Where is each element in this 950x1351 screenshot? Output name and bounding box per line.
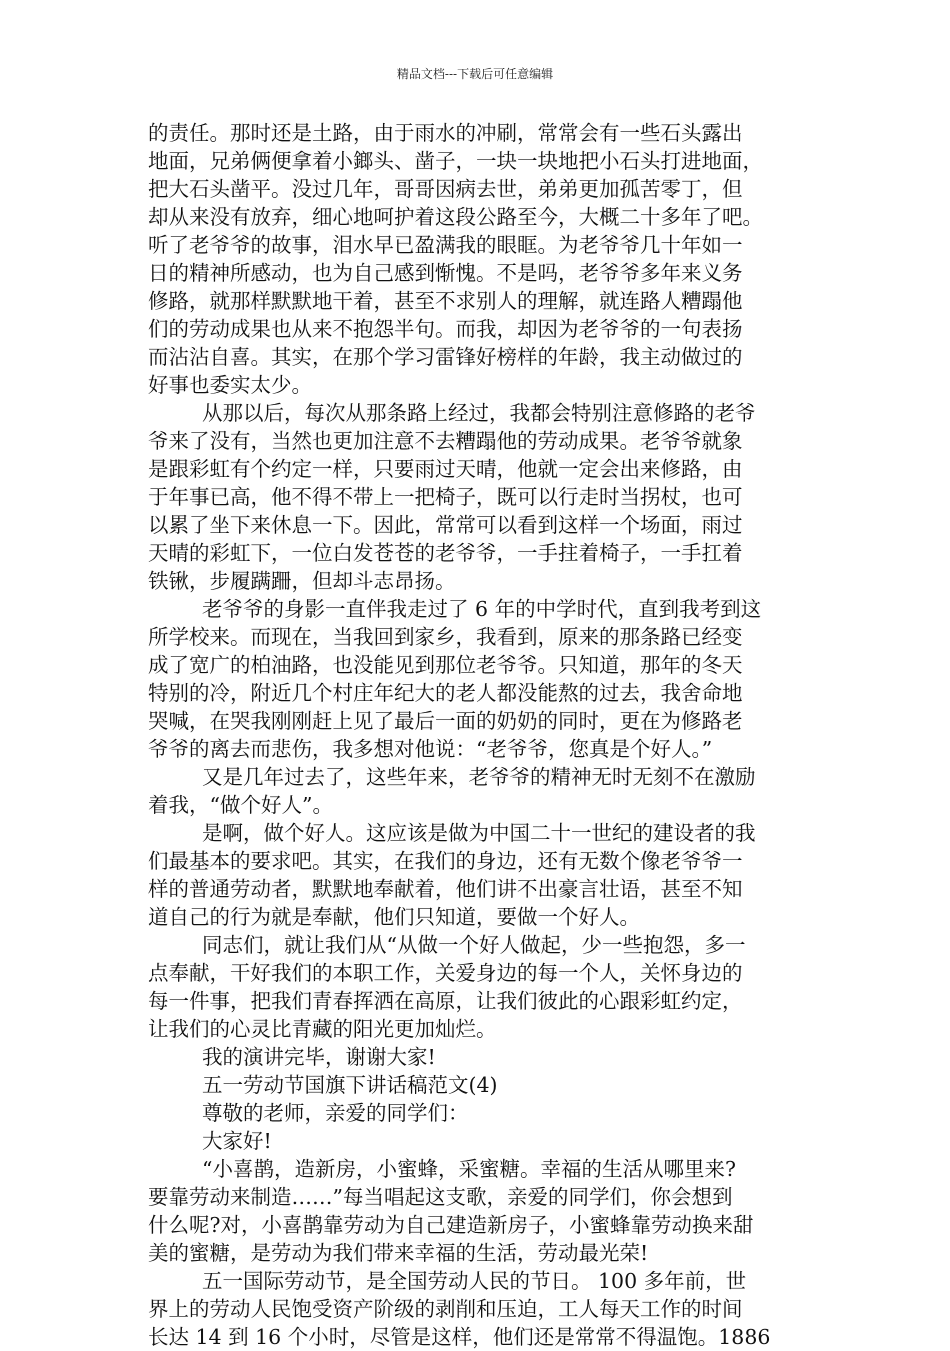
text-line: 们最基本的要求吧。其实，在我们的身边，还有无数个像老爷爷一 bbox=[148, 849, 743, 873]
text-line: 长达 14 到 16 个小时，尽管是这样，他们还是常常不得温饱。1886 bbox=[148, 1325, 771, 1349]
text-line: 日的精神所感动，也为自己感到惭愧。不是吗，老爷爷多年来义务 bbox=[148, 261, 743, 285]
text-line: 道自己的行为就是奉献，他们只知道，要做一个好人。 bbox=[148, 905, 640, 929]
text-line: 尊敬的老师，亲爱的同学们： bbox=[202, 1101, 469, 1125]
text-line: 爷爷的离去而悲伤，我多想对他说：“老爷爷，您真是个好人。” bbox=[148, 737, 713, 761]
text-line: 着我，“做个好人”。 bbox=[148, 793, 333, 817]
text-line: 样的普通劳动者，默默地奉献着，他们讲不出豪言壮语，甚至不知 bbox=[148, 877, 743, 901]
text-line: “小喜鹊，造新房，小蜜蜂，采蜜糖。幸福的生活从哪里来? bbox=[202, 1157, 736, 1181]
text-line: 五一劳动节国旗下讲话稿范文(4) bbox=[202, 1073, 498, 1097]
text-line: 铁锹，步履蹒跚，但却斗志昂扬。 bbox=[148, 569, 456, 593]
text-line: 所学校来。而现在，当我回到家乡，我看到，原来的那条路已经变 bbox=[148, 625, 743, 649]
text-line: 好事也委实太少。 bbox=[148, 373, 312, 397]
text-line: 的责任。那时还是土路，由于雨水的冲刷，常常会有一些石头露出 bbox=[148, 121, 743, 145]
text-line: 同志们，就让我们从“从做一个好人做起，少一些抱怨，多一 bbox=[202, 933, 746, 957]
text-line: 地面，兄弟俩便拿着小鎯头、凿子，一块一块地把小石头打进地面， bbox=[148, 149, 763, 173]
text-line: 而沾沾自喜。其实，在那个学习雷锋好榜样的年龄，我主动做过的 bbox=[148, 345, 743, 369]
text-line: 让我们的心灵比青藏的阳光更加灿烂。 bbox=[148, 1017, 497, 1041]
page-header: 精品文档---下载后可任意编辑 bbox=[396, 67, 554, 81]
text-line: 是啊，做个好人。这应该是做为中国二十一世纪的建设者的我 bbox=[202, 821, 756, 845]
text-line: 要靠劳动来制造……”每当唱起这支歌，亲爱的同学们，你会想到 bbox=[148, 1185, 733, 1209]
text-line: 天晴的彩虹下，一位白发苍苍的老爷爷，一手拄着椅子，一手扛着 bbox=[148, 541, 743, 565]
text-line: 又是几年过去了，这些年来，老爷爷的精神无时无刻不在激励 bbox=[202, 765, 756, 789]
text-line: 每一件事，把我们青春挥洒在高原，让我们彼此的心跟彩虹约定， bbox=[148, 989, 743, 1013]
text-line: 美的蜜糖，是劳动为我们带来幸福的生活，劳动最光荣! bbox=[148, 1241, 649, 1265]
text-line: 于年事已高，他不得不带上一把椅子，既可以行走时当拐杖，也可 bbox=[148, 485, 743, 509]
text-line: 界上的劳动人民饱受资产阶级的剥削和压迫，工人每天工作的时间 bbox=[148, 1297, 743, 1321]
text-line: 听了老爷爷的故事，泪水早已盈满我的眼眶。为老爷爷几十年如一 bbox=[148, 233, 743, 257]
text-line: 修路，就那样默默地干着，甚至不求别人的理解，就连路人糟蹋他 bbox=[148, 289, 743, 313]
text-line: 爷来了没有，当然也更加注意不去糟蹋他的劳动成果。老爷爷就象 bbox=[148, 429, 743, 453]
text-line: 以累了坐下来休息一下。因此，常常可以看到这样一个场面，雨过 bbox=[148, 513, 743, 537]
text-line: 是跟彩虹有个约定一样，只要雨过天晴，他就一定会出来修路，由 bbox=[148, 457, 743, 481]
text-line: 老爷爷的身影一直伴我走过了 6 年的中学时代，直到我考到这 bbox=[202, 597, 762, 621]
text-line: 把大石头凿平。没过几年，哥哥因病去世，弟弟更加孤苦零丁，但 bbox=[148, 177, 743, 201]
text-line: 特别的冷，附近几个村庄年纪大的老人都没能熬的过去，我舍命地 bbox=[148, 681, 743, 705]
text-line: 什么呢?对，小喜鹊靠劳动为自己建造新房子，小蜜蜂靠劳动换来甜 bbox=[148, 1213, 754, 1237]
text-line: 大家好! bbox=[202, 1129, 272, 1153]
text-line: 成了宽广的柏油路，也没能见到那位老爷爷。只知道，那年的冬天 bbox=[148, 653, 743, 677]
text-line: 从那以后，每次从那条路上经过，我都会特别注意修路的老爷 bbox=[202, 401, 756, 425]
text-line: 我的演讲完毕，谢谢大家! bbox=[202, 1045, 436, 1069]
text-line: 五一国际劳动节，是全国劳动人民的节日。 100 多年前，世 bbox=[202, 1269, 747, 1293]
text-line: 点奉献，干好我们的本职工作，关爱身边的每一个人，关怀身边的 bbox=[148, 961, 743, 985]
text-line: 却从来没有放弃，细心地呵护着这段公路至今，大概二十多年了吧。 bbox=[148, 205, 763, 229]
text-line: 们的劳动成果也从来不抱怨半句。而我，却因为老爷爷的一句表扬 bbox=[148, 317, 743, 341]
text-line: 哭喊，在哭我刚刚赶上见了最后一面的奶奶的同时，更在为修路老 bbox=[148, 709, 743, 733]
document-body bbox=[148, 119, 828, 1351]
